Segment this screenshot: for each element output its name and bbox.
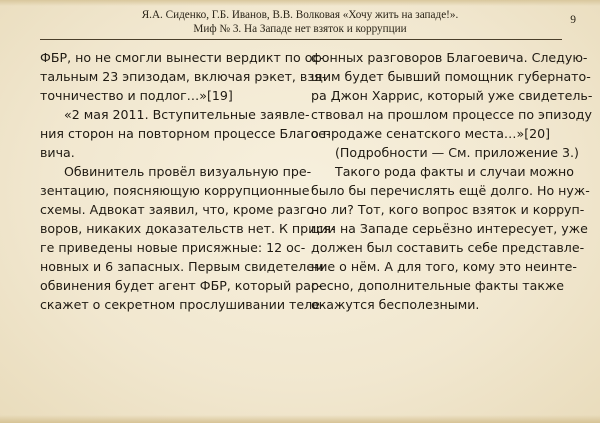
running-header xyxy=(40,9,560,36)
text-line: ции на Западе серьёзно интересует, уже xyxy=(311,221,588,236)
text-line: зентацию, поясняющую коррупционные xyxy=(40,183,310,198)
text-line: но ли? Тот, кого вопрос взяток и корруп- xyxy=(311,202,585,217)
text-line: щим будет бывший помощник губернато- xyxy=(311,69,591,84)
text-line: было бы перечислять ещё долго. Но нуж- xyxy=(311,183,590,198)
text-line: фонных разговоров Благоевича. Следую- xyxy=(311,50,588,65)
text-line: ние о нём. А для того, кому это неинте- xyxy=(311,259,577,274)
page-number: 9 xyxy=(570,14,576,26)
text-line: должен был составить себе представле- xyxy=(311,240,585,255)
text-line: ге приведены новые присяжные: 12 ос- xyxy=(40,240,306,255)
header-authors-title: Я.А. Сиденко, Г.Б. Иванов, В.В. Волковая «Хочу жить на западе!». xyxy=(141,9,459,21)
header-chapter-title: Миф № 3. На Западе нет взяток и коррупции xyxy=(193,22,407,35)
text-line: обвинения будет агент ФБР, который рас- xyxy=(40,278,323,293)
text-line: скажет о секретном прослушивании теле- xyxy=(40,297,325,312)
text-line: Обвинитель провёл визуальную пре- xyxy=(64,164,312,179)
text-line: о продаже сенатского места…»[20] xyxy=(311,126,551,141)
text-line: Такого рода факты и случаи можно xyxy=(335,164,574,179)
page-top-edge xyxy=(0,0,600,6)
right-text-column xyxy=(311,48,593,314)
text-line: воров, никаких доказательств нет. К прися- xyxy=(40,221,336,236)
text-line: ресно, дополнительные факты также xyxy=(311,278,565,293)
text-line: ФБР, но не смогли вынести вердикт по ос- xyxy=(40,50,324,65)
header-rule xyxy=(40,39,562,40)
text-line: ния сторон на повторном процессе Благое- xyxy=(40,126,331,141)
text-line: точничество и подлог…»[19] xyxy=(40,88,233,103)
text-line: ра Джон Харрис, который уже свидетель- xyxy=(311,88,593,103)
text-line: схемы. Адвокат заявил, что, кроме разго- xyxy=(40,202,319,217)
appendix-reference: (Подробности — См. приложение 3.) xyxy=(335,145,579,160)
text-line: тальным 23 эпизодам, включая рэкет, взя- xyxy=(40,69,327,84)
text-line: «2 мая 2011. Вступительные заявле- xyxy=(64,107,310,122)
page-bottom-edge xyxy=(0,415,600,423)
left-text-column xyxy=(40,48,336,314)
text-line: ствовал на прошлом процессе по эпизоду xyxy=(311,107,592,122)
text-line: новных и 6 запасных. Первым свидетелем xyxy=(40,259,324,274)
text-line: окажутся бесполезными. xyxy=(311,297,480,312)
text-line: вича. xyxy=(40,145,75,160)
